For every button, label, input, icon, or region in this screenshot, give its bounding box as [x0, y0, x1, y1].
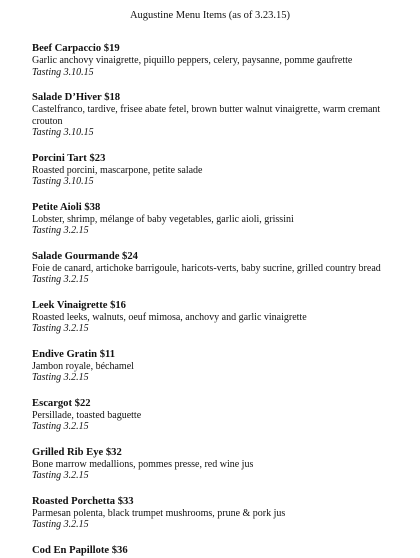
- menu-item-title: Beef Carpaccio $19: [32, 43, 120, 54]
- menu-item-title: Salade D’Hiver $18: [32, 92, 121, 103]
- menu-item-description: Foie de canard, artichoke barrigoule, haricots-verts, baby sucrine, grilled country bread: [32, 262, 381, 274]
- menu-item-title: Roasted Porchetta $33: [32, 495, 134, 507]
- menu-item-description: Garlic anchovy vinaigrette, piquillo peppers, celery, paysanne, pomme gaufrette: [32, 55, 353, 66]
- menu-item-list: [32, 43, 404, 558]
- document-title: Augustine Menu Items (as of 3.23.15): [129, 10, 291, 21]
- menu-item-tasting-date: Tasting 3.2.15: [32, 274, 89, 285]
- menu-item: [32, 300, 404, 335]
- menu-item-tasting-date: Tasting 3.10.15: [32, 127, 94, 138]
- menu-item: [32, 349, 404, 384]
- menu-item-description: Jambon royale, béchamel: [32, 360, 134, 372]
- menu-item-description: Bone marrow medallions, pommes presse, red wine jus: [32, 458, 254, 470]
- menu-item: [32, 92, 404, 139]
- menu-item-tasting-date: Tasting 3.2.15: [32, 470, 89, 481]
- menu-item-title: Endive Gratin $11: [32, 348, 115, 360]
- menu-item-title: Cod En Papillote $36: [32, 544, 128, 556]
- menu-item: [32, 447, 404, 482]
- menu-item-description: Roasted leeks, walnuts, oeuf mimosa, anchovy and garlic vinaigrette: [32, 311, 307, 323]
- menu-item: [32, 398, 404, 433]
- menu-item-title: Escargot $22: [32, 397, 91, 409]
- menu-item-title: Grilled Rib Eye $32: [32, 446, 122, 458]
- menu-item-title: Salade Gourmande $24: [32, 250, 138, 262]
- menu-item-tasting-date: Tasting 3.2.15: [32, 372, 89, 383]
- menu-item-description: Lobster, shrimp, mélange of baby vegetables, garlic aioli, grissini: [32, 213, 294, 225]
- menu-item: [32, 153, 404, 188]
- menu-item-description: Persillade, toasted baguette: [32, 409, 142, 421]
- menu-item: [32, 43, 404, 78]
- menu-item-tasting-date: Tasting 3.2.15: [32, 519, 89, 530]
- menu-item: [32, 496, 404, 531]
- menu-item-tasting-date: Tasting 3.10.15: [32, 66, 94, 78]
- menu-item-tasting-date: Tasting 3.2.15: [32, 225, 89, 236]
- menu-item: [32, 545, 404, 557]
- menu-item-description: Castelfranco, tardive, frisee abate fetel, brown butter walnut vinaigrette, warm cremant crouton: [32, 104, 381, 127]
- menu-item: [32, 202, 404, 237]
- menu-item: [32, 251, 404, 286]
- menu-item-tasting-date: Tasting 3.2.15: [32, 323, 89, 334]
- menu-item-tasting-date: Tasting 3.2.15: [32, 421, 89, 432]
- menu-item-title: Petite Aioli $38: [32, 201, 101, 213]
- menu-item-title: Porcini Tart $23: [32, 152, 106, 164]
- menu-item-tasting-date: Tasting 3.10.15: [32, 176, 94, 187]
- menu-item-description: Roasted porcini, mascarpone, petite salade: [32, 164, 203, 176]
- menu-item-title: Leek Vinaigrette $16: [32, 299, 126, 311]
- menu-item-description: Parmesan polenta, black trumpet mushrooms, prune & pork jus: [32, 507, 286, 519]
